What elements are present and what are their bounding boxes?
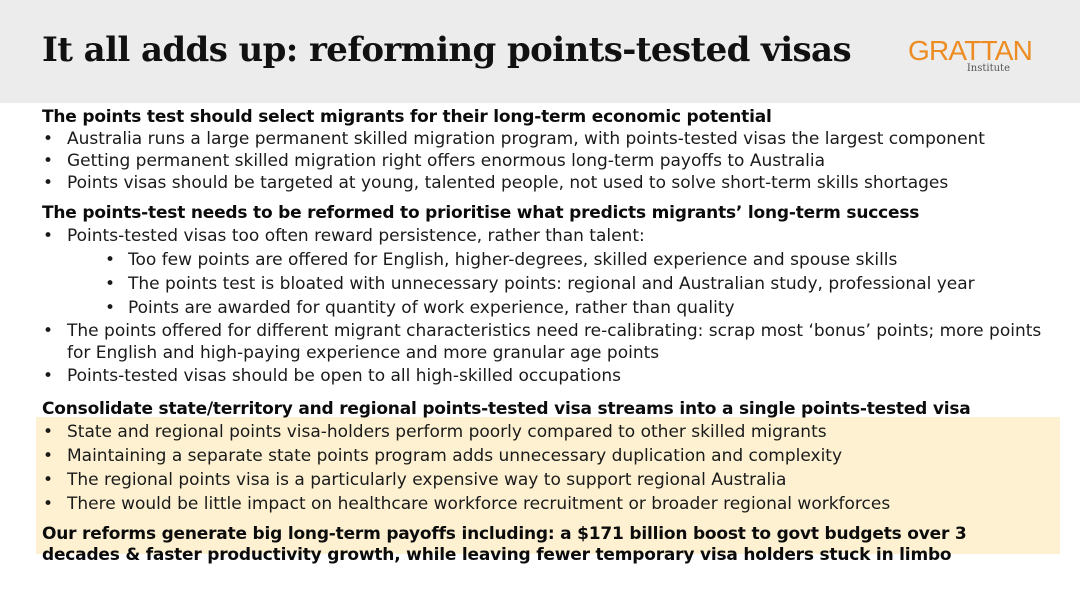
sub-bullet-item: • Points are awarded for quantity of work experience, rather than quality [128,296,1060,320]
section-heading: The points-test needs to be reformed to prioritise what predicts migrants’ long-term success [42,203,920,223]
logo-subtitle: Institute [966,63,1010,74]
bullet-item: • Points visas should be targeted at young, talented people, not used to solve short-term skills shortages [67,172,1060,194]
bullet-item: • Points-tested visas should be open to all high-skilled occupations [67,364,1060,388]
bullet-item: • The regional points visa is a particularly expensive way to support regional Australia [67,468,1060,492]
slide-content [0,104,1080,566]
sub-bullet-item: • The points test is bloated with unnecessary points: regional and Australian study, professional year [128,272,1060,296]
bullet-item: • Points-tested visas too often reward persistence, rather than talent: [67,224,1060,248]
page-title: It all adds up: reforming points-tested visas [42,30,852,70]
bullet-item: • Maintaining a separate state points program adds unnecessary duplication and complexity [67,444,1060,468]
bullet-item: • Australia runs a large permanent skilled migration program, with points-tested visas the largest component [67,128,1060,150]
conclusion-text: Our reforms generate big long-term payoffs including: a $171 billion boost to govt budgets over 3 decades & faster productivity growth, while leaving fewer temporary visa holders stuck in limbo [42,524,967,565]
bullet-item: • The points offered for different migrant characteristics need re-calibrating: scrap most ‘bonus’ points; more points for English and high-paying experience and more granular age points [67,320,1060,364]
bullet-item: • State and regional points visa-holders perform poorly compared to other skilled migrants [67,420,1060,444]
logo-name: GRATTAN [908,35,1033,66]
section-heading: Consolidate state/territory and regional points-tested visa streams into a single points-tested visa [42,399,971,419]
bullet-item: • Getting permanent skilled migration right offers enormous long-term payoffs to Australia [67,150,1060,172]
bullet-item: • There would be little impact on healthcare workforce recruitment or broader regional workforces [67,492,1060,516]
grattan-logo [908,35,1033,78]
sub-bullet-item: • Too few points are offered for English, higher-degrees, skilled experience and spouse skills [128,248,1060,272]
header-bar [0,0,1080,103]
section-heading: The points test should select migrants for their long-term economic potential [42,107,772,127]
